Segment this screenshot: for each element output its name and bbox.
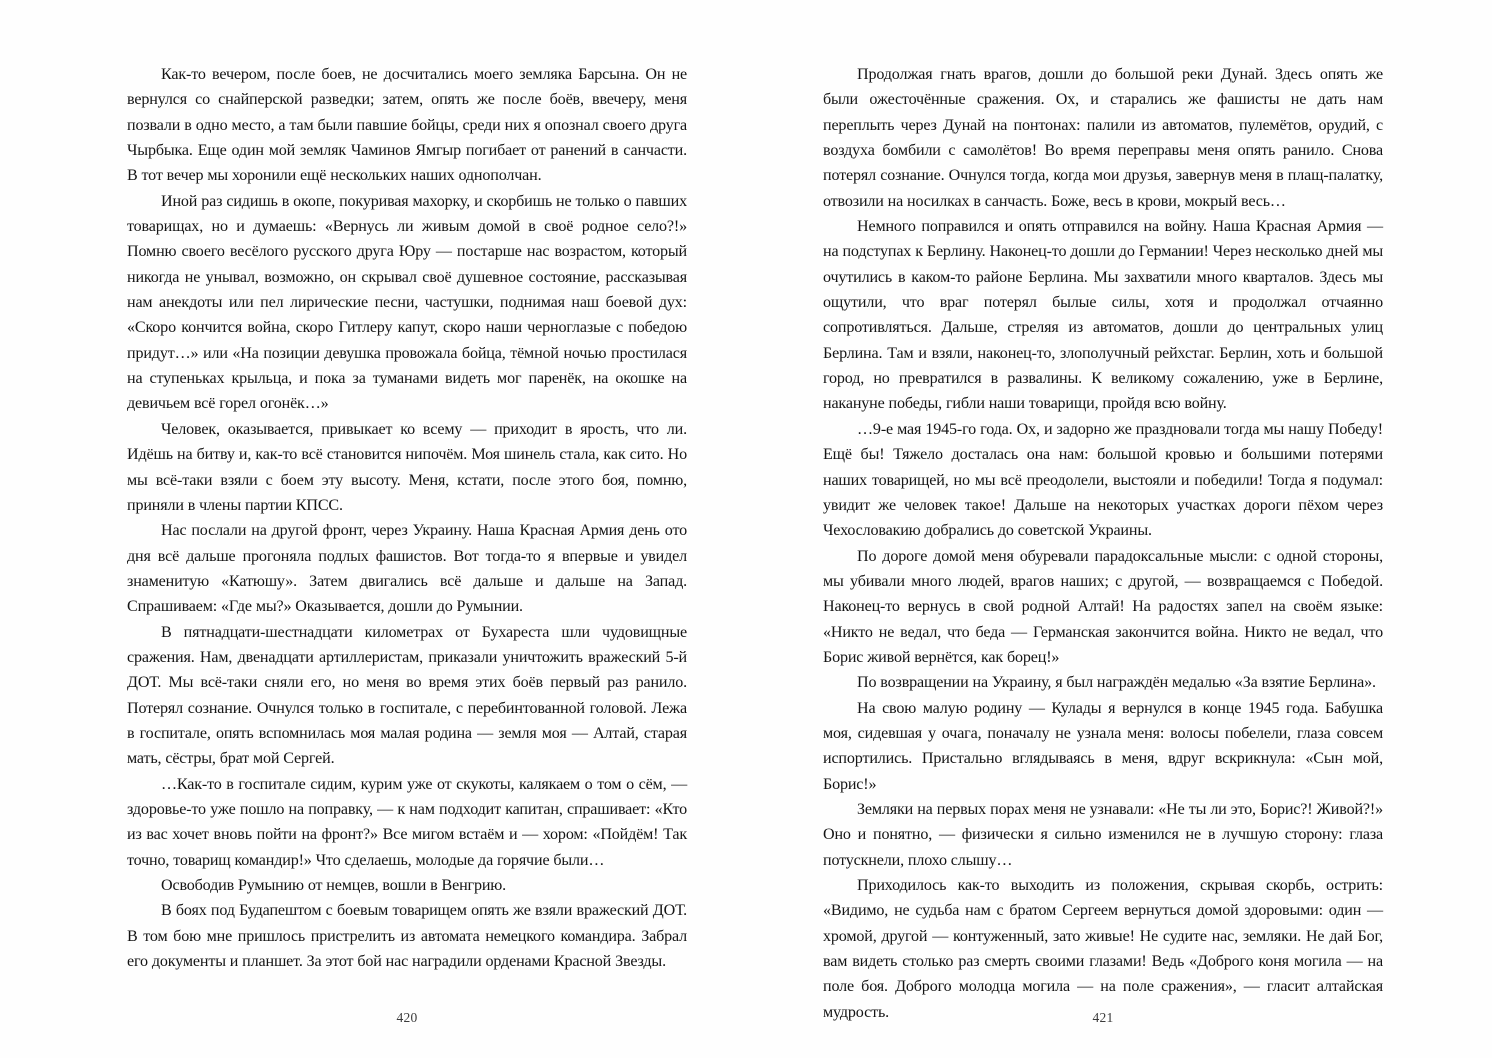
page-number-left: 420 (396, 1010, 418, 1025)
paragraph: …9-е мая 1945-го года. Ох, и задорно же праздновали тогда мы нашу Победу! Ещё бы! Тяжело досталась она нам: большой кровью и большими потерями наших товарищей, но мы всё преодолели, выстояли и победили! Тогда я подумал: увидит же человек такое! Дальше на некоторых участках дороги пёхом через Чехословакию добрались до советской Украины. (823, 420, 1383, 540)
paragraph: Как-то вечером, после боев, не досчитались моего земляка Барсына. Он не вернулся со снайперской разведки; затем, опять же после боёв, ввечеру, меня позвали в одно место, а там были павшие бойцы, среди них я опознал своего друга Чырбыка. Еще один мой земляк Чаминов Ямгыр погибает от ранений в санчасти. В тот вечер мы хоронили ещё нескольких наших однополчан. (127, 66, 687, 185)
paragraph: Нас послали на другой фронт, через Украину. Наша Красная Армия день ото дня всё дальше прогоняла подлых фашистов. Вот тогда-то я впервые и увидел знаменитую «Катюшу». Затем двигались всё дальше и дальше на Запад. Спрашиваем: «Где мы?» Оказывается, дошли до Румынии. (127, 522, 687, 616)
paragraph: В пятнадцати-шестнадцати километрах от Бухареста шли чудовищные сражения. Нам, двенадцати артиллеристам, приказали уничтожить вражеский 5-й ДОТ. Мы всё-таки сняли его, но меня во время этих боёв первый раз ранило. Потерял сознание. Очнулся только в госпитале, с перебинтованной головой. Лежа в госпитале, опять вспомнилась моя малая родина — земля моя — Алтай, старая мать, сёстры, брат мой Сергей. (127, 623, 687, 768)
page-right (746, 0, 1492, 1058)
paragraph: По дороге домой меня обуревали парадоксальные мысли: с одной стороны, мы убивали много людей, врагов наших; с другой, — возвращаемся с Победой. Наконец-то вернусь в свой родной Алтай! На радостях запел на своём языке: «Никто не ведал, что беда — Германская закончится война. Никто не ведал, что Борис живой вернётся, как борец!» (823, 547, 1383, 666)
paragraph: В боях под Будапештом с боевым товарищем опять же взяли вражеский ДОТ. В том бою мне пришлось пристрелить из автомата немецкого командира. Забрал его документы и планшет. За этот бой нас наградили орденами Красной Звезды. (127, 902, 687, 971)
paragraph: Освободив Румынию от немцев, вошли в Венгрию. (161, 877, 507, 894)
left-column-body-text (127, 62, 687, 971)
paragraph: Иной раз сидишь в окопе, покуривая махорку, и скорбишь не только о павших товарищах, но и думаешь: «Вернусь ли живым домой в своё родное село?!» Помню своего весёлого русского друга Юру — постарше нас возрастом, который никогда не унывал, возможно, он скрывал своё душевное состояние, рассказывая нам анекдоты или пел лирические песни, частушки, поднимая наш боевой дух: «Скоро кончится война, скоро Гитлеру капут, скоро наши черноглазые с победою придут…» или «На позиции девушка провожала бойца, тёмной ночью простилася на ступеньках крыльца, и пока за туманами видеть мог паренёк, на окошке на девичьем всё горел огонёк…» (127, 192, 687, 413)
paragraph: Земляки на первых порах меня не узнавали: «Не ты ли это, Борис?! Живой?!» Оно и понятно, — физически я сильно изменился не в лучшую сторону: глаза потускнели, плохо слышу… (823, 800, 1383, 869)
paragraph: Приходилось как-то выходить из положения, скрывая скорбь, острить: «Видимо, не судьба нам с братом Сергеем вернуться домой здоровыми: один — хромой, другой — контуженный, зато живые! Не судите нас, земляки. Не дай Бог, вам видеть столько раз смерть своими глазами! Ведь «Доброго коня могила — на поле боя. Доброго молодца могила — на поле сражения», — гласит алтайская мудрость. (823, 877, 1383, 1021)
page-number-right: 421 (1092, 1010, 1114, 1025)
paragraph: Продолжая гнать врагов, дошли до большой реки Дунай. Здесь опять же были ожесточённые сражения. Ох, и старались же фашисты не дать нам переплыть через Дунай на понтонах: палили из автоматов, пулемётов, орудий, с воздуха бомбили с самолётов! Во время переправы меня опять ранило. Снова потерял сознание. Очнулся тогда, когда мои друзья, завернув меня в плащ-палатку, отвозили на носилках в санчасть. Боже, весь в крови, мокрый весь… (823, 66, 1383, 210)
paragraph: По возвращении на Украину, я был награждён медалью «За взятие Берлина». (857, 674, 1376, 692)
paragraph: На свою малую родину — Кулады я вернулся в конце 1945 года. Бабушка моя, сидевшая у очага, поначалу не узнала меня: волосы побелели, глаза совсем испортились. Пристально вглядываясь в меня, вдруг вскрикнула: «Сын мой, Борис!» (823, 699, 1383, 793)
paragraph: Человек, оказывается, привыкает ко всему — приходит в ярость, что ли. Идёшь на битву и, как-то всё становится нипочём. Моя шинель стала, как сито. Но мы всё-таки взяли с боем эту высоту. Меня, кстати, после этого боя, помню, приняли в члены партии КПСС. (127, 420, 687, 514)
paragraph: Немного поправился и опять отправился на войну. Наша Красная Армия — на подступах к Берлину. Наконец-то дошли до Германии! Через несколько дней мы очутились в каком-то районе Берлина. Мы захватили много кварталов. Здесь мы ощутили, что враг потерял былые силы, хотя и продолжал отчаянно сопротивляться. Дальше, стреляя из автоматов, дошли до центральных улиц Берлина. Там и взяли, наконец-то, злополучный рейхстаг. Берлин, хоть и большой город, но превратился в развалины. К великому сожалению, уже в Берлине, накануне победы, гибли наши товарищи, пройдя всю войну. (823, 218, 1383, 413)
paragraph: …Как-то в госпитале сидим, курим уже от скукоты, калякаем о том о сём, — здоровье-то уже пошло на поправку, — к нам подходит капитан, спрашивает: «Кто из вас хочет вновь пойти на фронт?» Все мигом встаём и — хором: «Пойдём! Так точно, товарищ командир!» Что сделаешь, молодые да горячие были… (127, 775, 687, 869)
